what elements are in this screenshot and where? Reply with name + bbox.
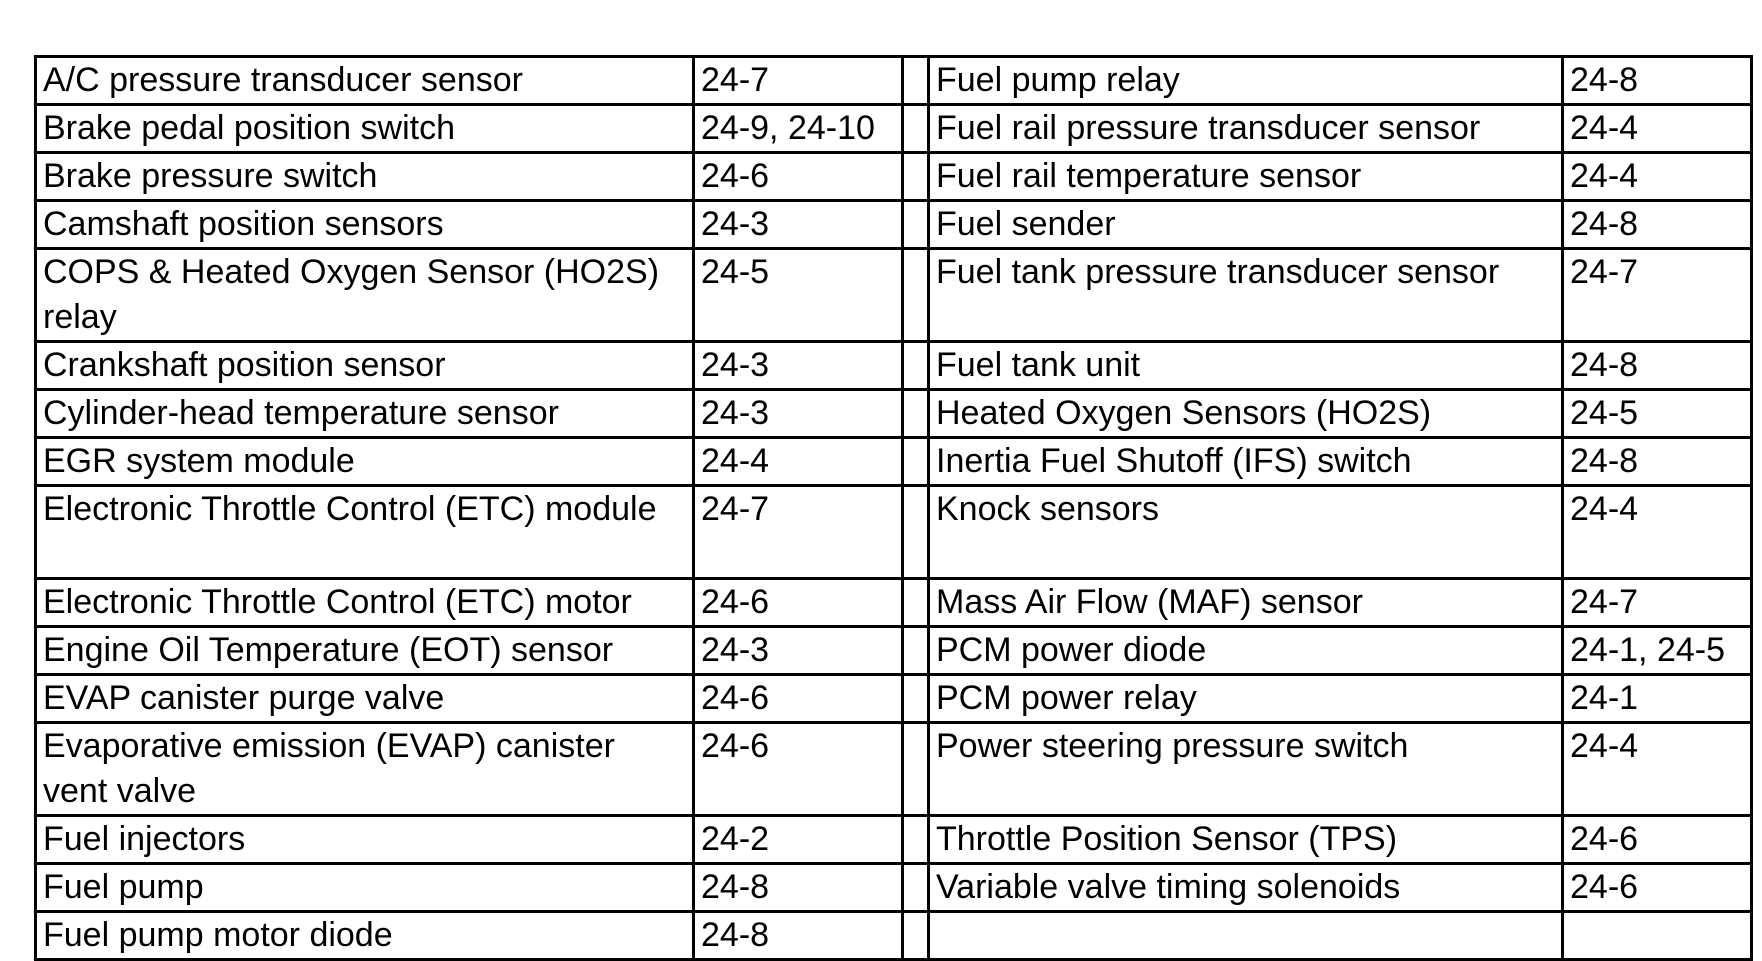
right-page-reference: 24-1, 24-5 (1563, 627, 1752, 675)
right-page-reference: 24-8 (1563, 342, 1752, 390)
left-component-name: Camshaft position sensors (36, 201, 694, 249)
right-component-name: Power steering pressure switch (929, 723, 1563, 816)
column-divider (903, 57, 929, 105)
right-page-reference: 24-8 (1563, 57, 1752, 105)
column-divider (903, 816, 929, 864)
table-row (36, 57, 1752, 105)
right-component-name: Fuel rail temperature sensor (929, 153, 1563, 201)
left-component-name: Brake pressure switch (36, 153, 694, 201)
right-component-name: Fuel pump relay (929, 57, 1563, 105)
left-page-reference: 24-3 (694, 201, 903, 249)
right-component-name: Fuel rail pressure transducer sensor (929, 105, 1563, 153)
right-component-name: PCM power relay (929, 675, 1563, 723)
column-divider (903, 675, 929, 723)
left-page-reference: 24-4 (694, 438, 903, 486)
column-divider (903, 627, 929, 675)
column-divider (903, 438, 929, 486)
right-component-name: Fuel tank unit (929, 342, 1563, 390)
left-component-name: Crankshaft position sensor (36, 342, 694, 390)
left-component-name: Fuel pump motor diode (36, 912, 694, 960)
right-component-name: PCM power diode (929, 627, 1563, 675)
table-row (36, 438, 1752, 486)
right-component-name: Mass Air Flow (MAF) sensor (929, 579, 1563, 627)
left-component-name: Electronic Throttle Control (ETC) motor (36, 579, 694, 627)
right-page-reference: 24-8 (1563, 201, 1752, 249)
column-divider (903, 723, 929, 816)
right-page-reference: 24-1 (1563, 675, 1752, 723)
left-page-reference: 24-6 (694, 153, 903, 201)
right-page-reference: 24-4 (1563, 153, 1752, 201)
left-component-name: A/C pressure transducer sensor (36, 57, 694, 105)
table-row (36, 249, 1752, 342)
right-component-name: Heated Oxygen Sensors (HO2S) (929, 390, 1563, 438)
left-page-reference: 24-6 (694, 675, 903, 723)
table-row (36, 486, 1752, 579)
right-component-name: Fuel tank pressure transducer sensor (929, 249, 1563, 342)
right-page-reference: 24-4 (1563, 105, 1752, 153)
table-row (36, 723, 1752, 816)
left-component-name: Engine Oil Temperature (EOT) sensor (36, 627, 694, 675)
table-row (36, 816, 1752, 864)
left-page-reference: 24-9, 24-10 (694, 105, 903, 153)
left-page-reference: 24-6 (694, 579, 903, 627)
table-row (36, 105, 1752, 153)
column-divider (903, 864, 929, 912)
left-page-reference: 24-2 (694, 816, 903, 864)
table-row (36, 627, 1752, 675)
left-page-reference: 24-3 (694, 627, 903, 675)
column-divider (903, 201, 929, 249)
left-page-reference: 24-3 (694, 342, 903, 390)
right-page-reference: 24-8 (1563, 438, 1752, 486)
left-component-name: Fuel pump (36, 864, 694, 912)
left-page-reference: 24-8 (694, 912, 903, 960)
right-page-reference: 24-7 (1563, 579, 1752, 627)
left-component-name: Cylinder-head temperature sensor (36, 390, 694, 438)
column-divider (903, 486, 929, 579)
column-divider (903, 342, 929, 390)
right-page-reference: 24-6 (1563, 816, 1752, 864)
table-row (36, 342, 1752, 390)
left-page-reference: 24-7 (694, 486, 903, 579)
column-divider (903, 579, 929, 627)
right-page-reference: 24-7 (1563, 249, 1752, 342)
left-component-name: EGR system module (36, 438, 694, 486)
table-row (36, 201, 1752, 249)
left-component-name: Fuel injectors (36, 816, 694, 864)
table-body (36, 57, 1752, 960)
column-divider (903, 912, 929, 960)
table-row (36, 579, 1752, 627)
table-row (36, 390, 1752, 438)
left-component-name: Electronic Throttle Control (ETC) module (36, 486, 694, 579)
right-component-name: Inertia Fuel Shutoff (IFS) switch (929, 438, 1563, 486)
right-component-name: Variable valve timing solenoids (929, 864, 1563, 912)
left-component-name: Evaporative emission (EVAP) canister vent valve (36, 723, 694, 816)
table-row (36, 864, 1752, 912)
component-reference-table (34, 55, 1753, 961)
column-divider (903, 153, 929, 201)
left-component-name: Brake pedal position switch (36, 105, 694, 153)
left-page-reference: 24-6 (694, 723, 903, 816)
right-page-reference: 24-6 (1563, 864, 1752, 912)
column-divider (903, 390, 929, 438)
table-row (36, 675, 1752, 723)
column-divider (903, 249, 929, 342)
right-component-name: Throttle Position Sensor (TPS) (929, 816, 1563, 864)
right-component-name (929, 912, 1563, 960)
right-page-reference: 24-4 (1563, 486, 1752, 579)
right-component-name: Fuel sender (929, 201, 1563, 249)
column-divider (903, 105, 929, 153)
left-component-name: COPS & Heated Oxygen Sensor (HO2S) relay (36, 249, 694, 342)
left-page-reference: 24-8 (694, 864, 903, 912)
table-row (36, 912, 1752, 960)
left-page-reference: 24-3 (694, 390, 903, 438)
left-component-name: EVAP canister purge valve (36, 675, 694, 723)
right-page-reference: 24-5 (1563, 390, 1752, 438)
table-row (36, 153, 1752, 201)
right-page-reference: 24-4 (1563, 723, 1752, 816)
left-page-reference: 24-5 (694, 249, 903, 342)
right-page-reference (1563, 912, 1752, 960)
right-component-name: Knock sensors (929, 486, 1563, 579)
left-page-reference: 24-7 (694, 57, 903, 105)
